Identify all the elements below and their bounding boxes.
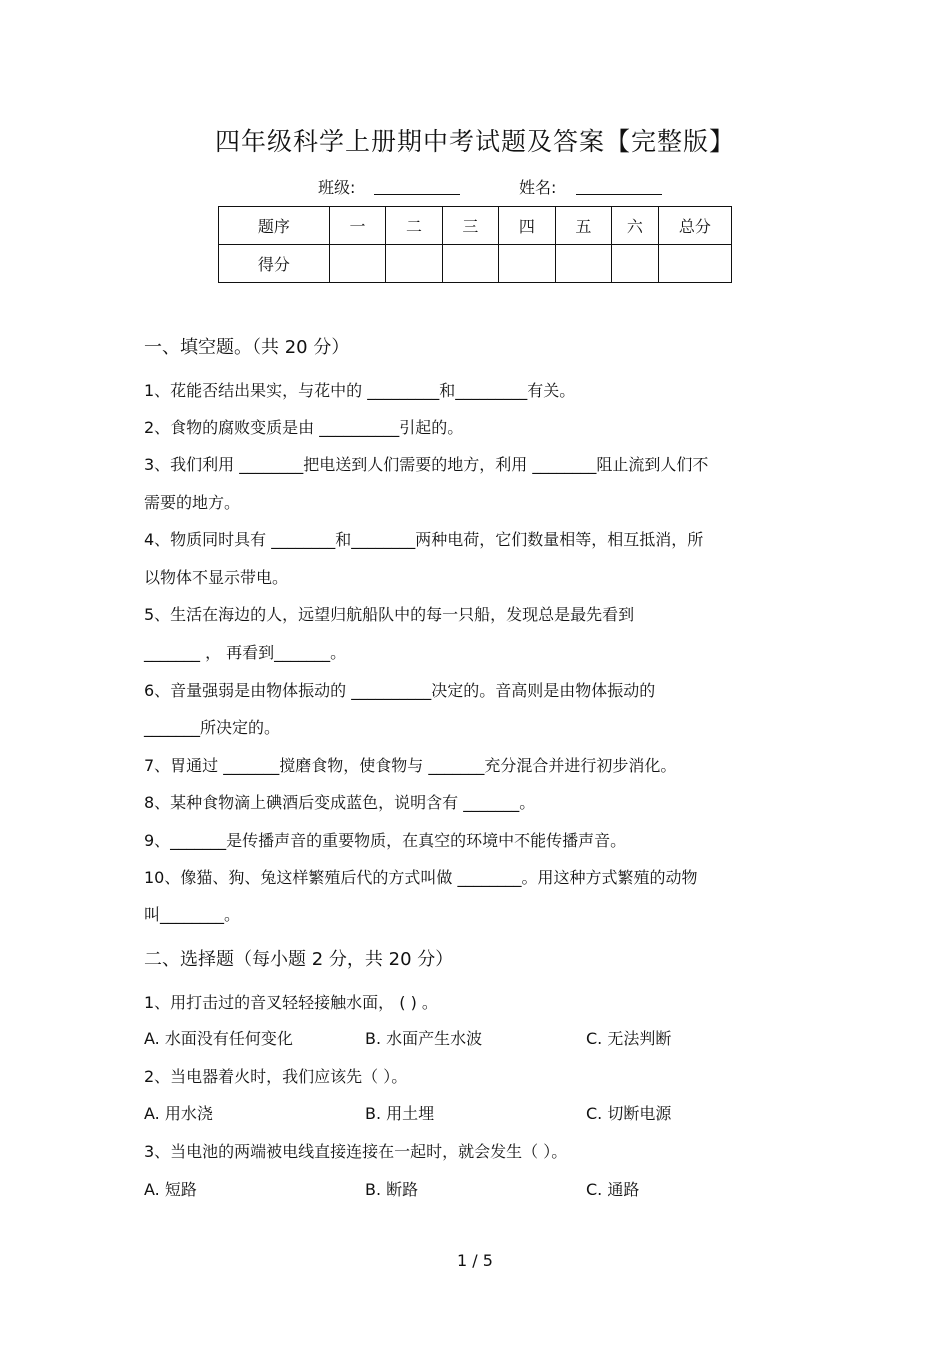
question-line: 7、胃通过 _______搅磨食物，使食物与 _______充分混合并进行初步消化。 (144, 756, 677, 775)
score-input-cell[interactable] (658, 245, 731, 283)
class-label: 班级: (318, 178, 356, 197)
page-title: 四年级科学上册期中考试题及答案【完整版】 (214, 127, 735, 156)
name-blank (576, 176, 662, 195)
choice-option[interactable]: B. 断路 (365, 1180, 419, 1199)
question-line: 6、音量强弱是由物体振动的 __________决定的。音高则是由物体振动的 (144, 681, 656, 700)
question-line: 3、我们利用 ________把电送到人们需要的地方，利用 ________阻止流到人们不 (144, 455, 709, 474)
score-header-cell: 三 (442, 207, 498, 245)
score-input-cell[interactable] (329, 245, 385, 283)
choice-question-stem: 1、用打击过的音叉轻轻接触水面， ( ) 。 (144, 993, 438, 1012)
question-line: 叫________。 (144, 905, 241, 924)
question-line: 4、物质同时具有 ________和________两种电荷，它们数量相等，相互抵消，所 (144, 530, 704, 549)
choice-option[interactable]: A. 短路 (144, 1180, 197, 1199)
choice-question-stem: 3、当电池的两端被电线直接连接在一起时，就会发生（ ）。 (144, 1142, 568, 1161)
question-line: 2、食物的腐败变质是由 __________引起的。 (144, 418, 464, 437)
page-number: 1 / 5 (457, 1251, 493, 1270)
choice-option[interactable]: A. 水面没有任何变化 (144, 1029, 293, 1048)
choice-option[interactable]: C. 无法判断 (586, 1029, 672, 1048)
question-line: 1、花能否结出果实，与花中的 _________和_________有关。 (144, 381, 576, 400)
score-table-header-row (219, 207, 732, 245)
score-header-cell: 题序 (219, 207, 330, 245)
score-header-cell: 四 (499, 207, 555, 245)
class-blank (374, 176, 460, 195)
choice-option[interactable]: C. 通路 (586, 1180, 640, 1199)
question-line: _______ ， 再看到_______。 (144, 643, 347, 662)
score-input-cell[interactable] (499, 245, 555, 283)
score-input-cell[interactable] (442, 245, 498, 283)
choice-option[interactable]: A. 用水浇 (144, 1104, 213, 1123)
question-line: 9、_______是传播声音的重要物质，在真空的环境中不能传播声音。 (144, 831, 627, 850)
choice-option[interactable]: B. 水面产生水波 (365, 1029, 483, 1048)
question-line: 5、生活在海边的人，远望归航船队中的每一只船，发现总是最先看到 (144, 605, 635, 624)
score-table (218, 206, 732, 283)
score-input-cell[interactable] (555, 245, 611, 283)
question-line: 需要的地方。 (144, 493, 241, 512)
question-line: 以物体不显示带电。 (144, 568, 289, 587)
name-label: 姓名: (519, 178, 557, 197)
score-header-cell: 五 (555, 207, 611, 245)
choice-question-stem: 2、当电器着火时，我们应该先（ ）。 (144, 1067, 408, 1086)
score-header-cell: 二 (386, 207, 442, 245)
section-heading-choice: 二、选择题（每小题 2 分，共 20 分） (144, 949, 454, 970)
choice-option[interactable]: B. 用土埋 (365, 1104, 435, 1123)
section-heading-fill-in: 一、填空题。（共 20 分） (144, 337, 350, 358)
question-line: 10、像猫、狗、兔这样繁殖后代的方式叫做 ________。用这种方式繁殖的动物 (144, 868, 698, 887)
score-header-cell: 一 (329, 207, 385, 245)
score-input-cell[interactable] (612, 245, 659, 283)
score-row-label: 得分 (219, 245, 330, 283)
score-input-cell[interactable] (386, 245, 442, 283)
score-table-score-row (219, 245, 732, 283)
score-header-cell: 总分 (658, 207, 731, 245)
score-header-cell: 六 (612, 207, 659, 245)
question-line: _______所决定的。 (144, 718, 281, 737)
question-line: 8、某种食物滴上碘酒后变成蓝色，说明含有 _______。 (144, 793, 536, 812)
choice-option[interactable]: C. 切断电源 (586, 1104, 672, 1123)
